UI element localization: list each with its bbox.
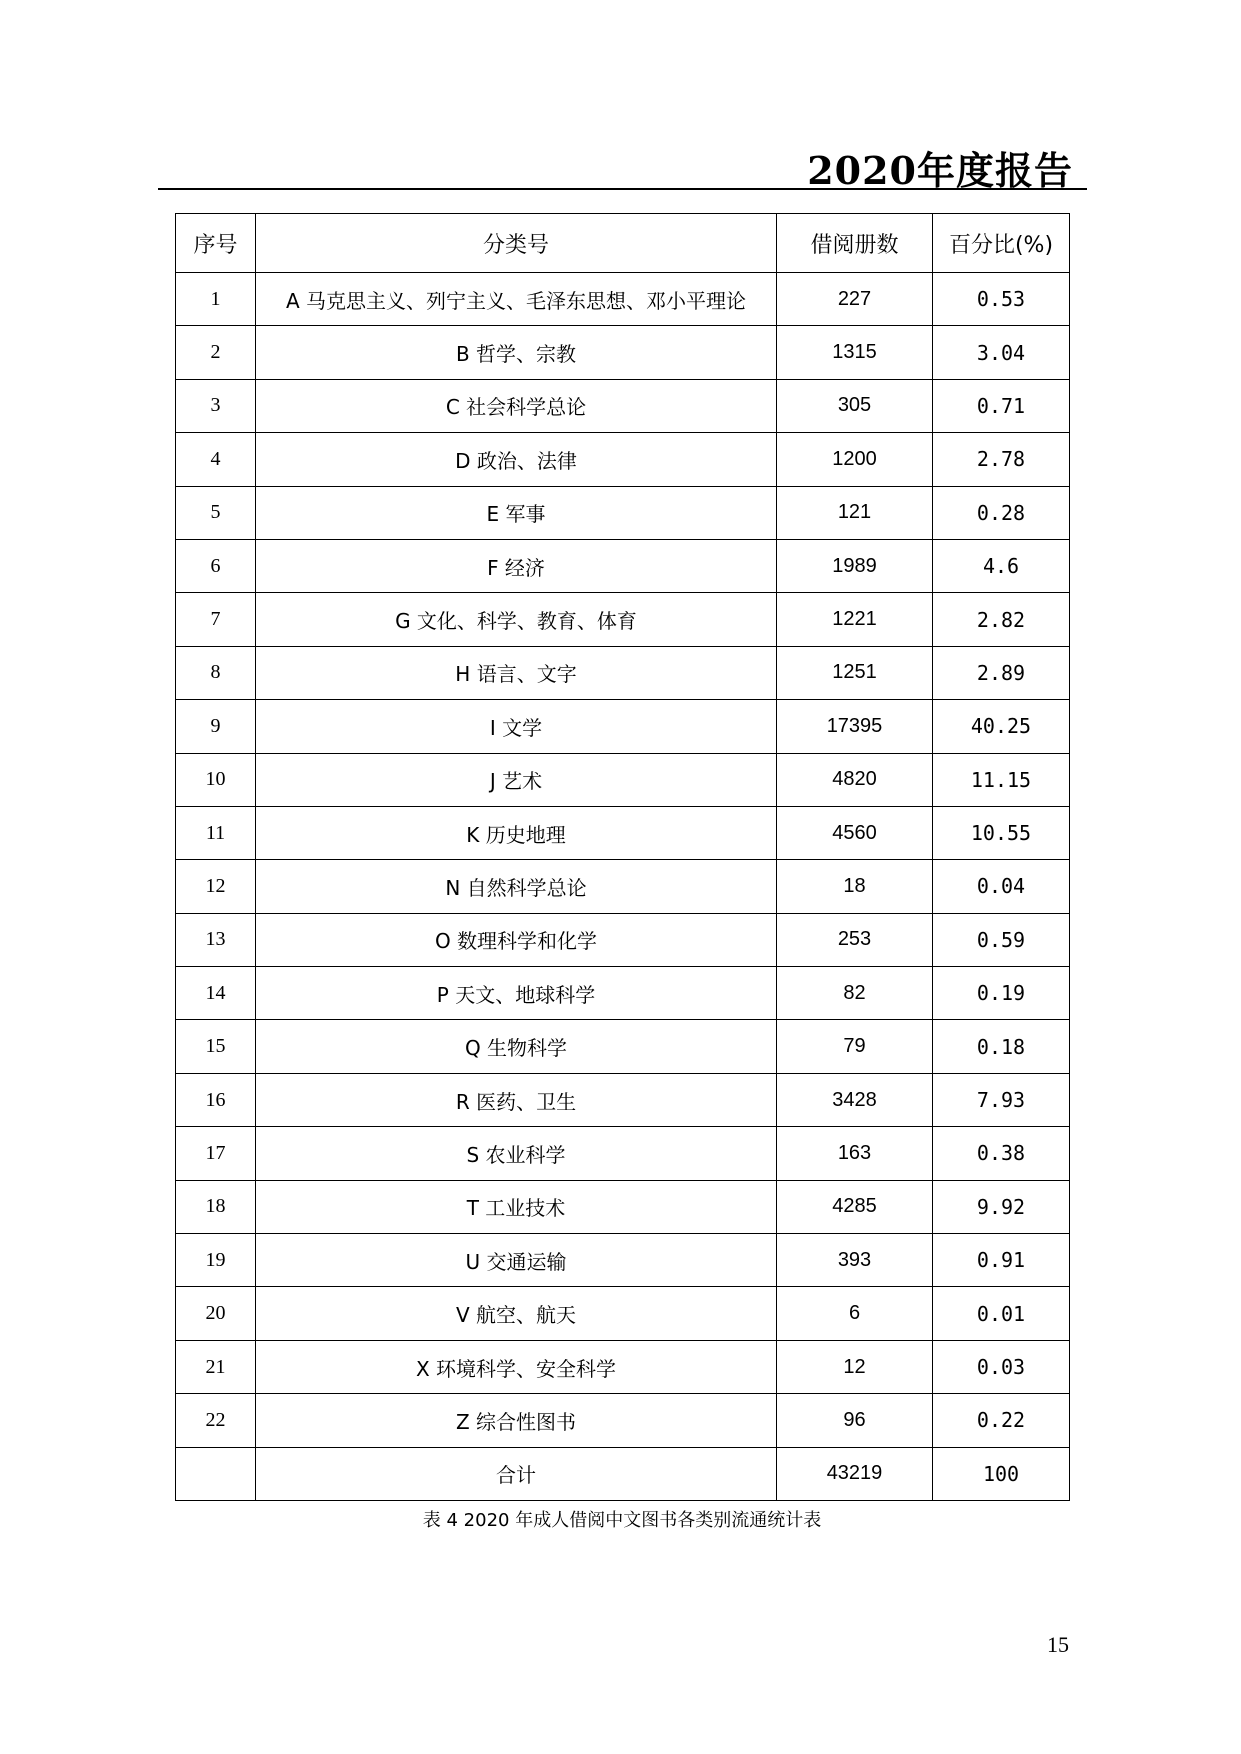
- row-index: 7: [176, 593, 256, 646]
- row-category: H 语言、文字: [256, 646, 777, 699]
- row-category: O 数理科学和化学: [256, 913, 777, 966]
- row-category: C 社会科学总论: [256, 379, 777, 432]
- row-category: T 工业技术: [256, 1180, 777, 1233]
- row-index: 4: [176, 433, 256, 486]
- row-count: 4820: [777, 753, 933, 806]
- total-percent: 100: [933, 1447, 1070, 1500]
- table-row: [176, 806, 1070, 859]
- column-header-index: 序号: [176, 214, 256, 273]
- row-count: 6: [777, 1287, 933, 1340]
- row-index: 10: [176, 753, 256, 806]
- row-index: 6: [176, 539, 256, 592]
- table-row: [176, 1180, 1070, 1233]
- row-percent: 2.89: [933, 646, 1070, 699]
- table-row: [176, 433, 1070, 486]
- row-index: 13: [176, 913, 256, 966]
- row-index: 20: [176, 1287, 256, 1340]
- row-index: 2: [176, 326, 256, 379]
- row-category: D 政治、法律: [256, 433, 777, 486]
- total-count: 43219: [777, 1447, 933, 1500]
- table-row: [176, 1020, 1070, 1073]
- table-row: [176, 1234, 1070, 1287]
- table-row: [176, 913, 1070, 966]
- row-count: 121: [777, 486, 933, 539]
- row-percent: 9.92: [933, 1180, 1070, 1233]
- row-index: 1: [176, 273, 256, 326]
- row-percent: 4.6: [933, 539, 1070, 592]
- page-number: 15: [1047, 1632, 1069, 1657]
- row-index: 19: [176, 1234, 256, 1287]
- table-row: [176, 1127, 1070, 1180]
- total-index: [176, 1447, 256, 1500]
- row-category: Q 生物科学: [256, 1020, 777, 1073]
- row-count: 96: [777, 1394, 933, 1447]
- row-count: 18: [777, 860, 933, 913]
- row-percent: 0.04: [933, 860, 1070, 913]
- row-count: 253: [777, 913, 933, 966]
- row-category: X 环境科学、安全科学: [256, 1340, 777, 1393]
- row-percent: 3.04: [933, 326, 1070, 379]
- report-title: 2020年度报告: [807, 148, 1073, 193]
- table-header-row: [176, 214, 1070, 273]
- row-count: 1200: [777, 433, 933, 486]
- row-percent: 0.38: [933, 1127, 1070, 1180]
- row-percent: 7.93: [933, 1073, 1070, 1126]
- row-index: 22: [176, 1394, 256, 1447]
- row-index: 9: [176, 700, 256, 753]
- table-row: [176, 326, 1070, 379]
- row-count: 1251: [777, 646, 933, 699]
- table-row: [176, 379, 1070, 432]
- row-percent: 0.19: [933, 967, 1070, 1020]
- row-percent: 0.91: [933, 1234, 1070, 1287]
- total-row: [176, 1447, 1070, 1500]
- row-count: 227: [777, 273, 933, 326]
- row-category: P 天文、地球科学: [256, 967, 777, 1020]
- row-percent: 0.01: [933, 1287, 1070, 1340]
- table-row: [176, 539, 1070, 592]
- row-count: 12: [777, 1340, 933, 1393]
- row-percent: 0.18: [933, 1020, 1070, 1073]
- table-row: [176, 646, 1070, 699]
- row-index: 15: [176, 1020, 256, 1073]
- row-index: 17: [176, 1127, 256, 1180]
- row-category: I 文学: [256, 700, 777, 753]
- row-count: 3428: [777, 1073, 933, 1126]
- row-percent: 2.78: [933, 433, 1070, 486]
- row-percent: 0.03: [933, 1340, 1070, 1393]
- row-category: F 经济: [256, 539, 777, 592]
- row-percent: 0.22: [933, 1394, 1070, 1447]
- row-count: 163: [777, 1127, 933, 1180]
- table-row: [176, 593, 1070, 646]
- row-index: 5: [176, 486, 256, 539]
- row-percent: 0.71: [933, 379, 1070, 432]
- row-percent: 40.25: [933, 700, 1070, 753]
- row-percent: 0.53: [933, 273, 1070, 326]
- row-category: E 军事: [256, 486, 777, 539]
- row-index: 16: [176, 1073, 256, 1126]
- column-header-percent: 百分比(%): [933, 214, 1070, 273]
- row-index: 21: [176, 1340, 256, 1393]
- row-category: N 自然科学总论: [256, 860, 777, 913]
- row-count: 17395: [777, 700, 933, 753]
- column-header-count: 借阅册数: [777, 214, 933, 273]
- row-category: Z 综合性图书: [256, 1394, 777, 1447]
- row-index: 18: [176, 1180, 256, 1233]
- table-body: [176, 273, 1070, 1448]
- row-category: V 航空、航天: [256, 1287, 777, 1340]
- circulation-stats-table: [175, 213, 1070, 1501]
- row-index: 8: [176, 646, 256, 699]
- table-row: [176, 700, 1070, 753]
- row-index: 12: [176, 860, 256, 913]
- table-row: [176, 1073, 1070, 1126]
- row-count: 305: [777, 379, 933, 432]
- row-count: 1989: [777, 539, 933, 592]
- table-row: [176, 1394, 1070, 1447]
- table-row: [176, 967, 1070, 1020]
- row-percent: 11.15: [933, 753, 1070, 806]
- row-percent: 0.28: [933, 486, 1070, 539]
- header-divider: [158, 188, 1087, 190]
- table-row: [176, 860, 1070, 913]
- row-category: G 文化、科学、教育、体育: [256, 593, 777, 646]
- table-row: [176, 753, 1070, 806]
- table-row: [176, 273, 1070, 326]
- row-count: 82: [777, 967, 933, 1020]
- table-row: [176, 1287, 1070, 1340]
- row-category: A 马克思主义、列宁主义、毛泽东思想、邓小平理论: [256, 273, 777, 326]
- row-category: U 交通运输: [256, 1234, 777, 1287]
- row-count: 4285: [777, 1180, 933, 1233]
- row-category: S 农业科学: [256, 1127, 777, 1180]
- row-count: 1315: [777, 326, 933, 379]
- table-row: [176, 486, 1070, 539]
- row-count: 393: [777, 1234, 933, 1287]
- table-caption: 表 4 2020 年成人借阅中文图书各类别流通统计表: [422, 1510, 822, 1531]
- column-header-category: 分类号: [256, 214, 777, 273]
- row-percent: 2.82: [933, 593, 1070, 646]
- row-index: 3: [176, 379, 256, 432]
- row-count: 4560: [777, 806, 933, 859]
- row-count: 79: [777, 1020, 933, 1073]
- table-row: [176, 1340, 1070, 1393]
- total-label: 合计: [256, 1447, 777, 1500]
- row-category: R 医药、卫生: [256, 1073, 777, 1126]
- row-category: K 历史地理: [256, 806, 777, 859]
- row-count: 1221: [777, 593, 933, 646]
- row-index: 14: [176, 967, 256, 1020]
- row-percent: 10.55: [933, 806, 1070, 859]
- row-category: J 艺术: [256, 753, 777, 806]
- row-index: 11: [176, 806, 256, 859]
- row-category: B 哲学、宗教: [256, 326, 777, 379]
- row-percent: 0.59: [933, 913, 1070, 966]
